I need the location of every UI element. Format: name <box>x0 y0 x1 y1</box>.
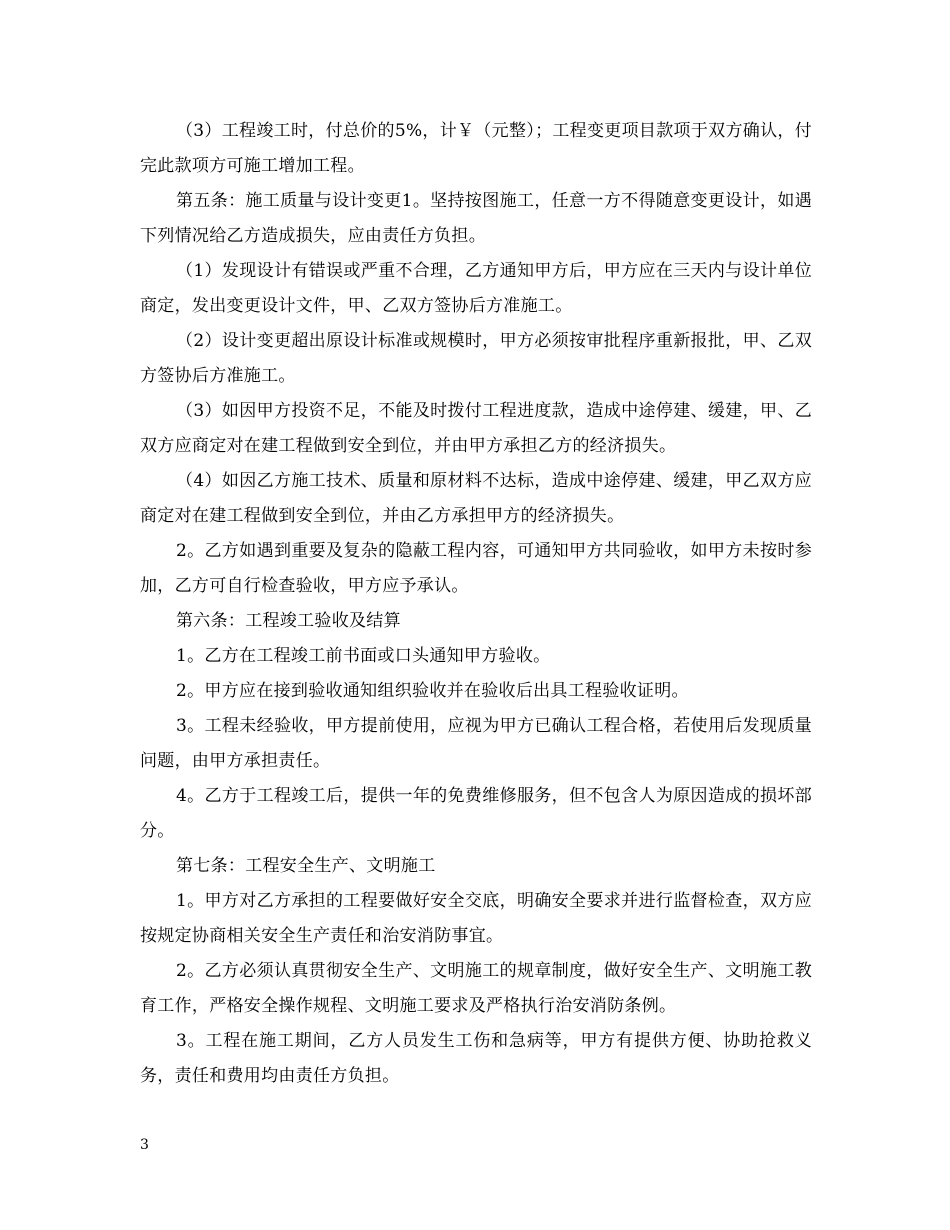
paragraph-investment-shortfall: （3）如因甲方投资不足，不能及时拨付工程进度款，造成中途停建、缓建，甲、乙双方应商定对在建工程做到安全到位，并由甲方承担乙方的经济损失。 <box>140 401 812 456</box>
paragraph-warranty: 4。乙方于工程竣工后，提供一年的免费维修服务，但不包含人为原因造成的损坏部分。 <box>140 786 812 841</box>
paragraph-design-error: （1）发现设计有错误或严重不合理，乙方通知甲方后，甲方应在三天内与设计单位商定，发出变更设计文件，甲、乙双方签协后方准施工。 <box>140 261 812 316</box>
paragraph-article-6-heading: 第六条：工程竣工验收及结算 <box>176 611 401 631</box>
paragraph-article-5-heading: 第五条：施工质量与设计变更1。坚持按图施工，任意一方不得随意变更设计，如遇下列情况给乙方造成损失，应由责任方负担。 <box>140 191 812 246</box>
page-number: 3 <box>140 1137 149 1153</box>
paragraph-article-7-heading: 第七条：工程安全生产、文明施工 <box>176 856 436 876</box>
paragraph-safety-regulations: 2。乙方必须认真贯彻安全生产、文明施工的规章制度，做好安全生产、文明施工教育工作，严格安全操作规程、文明施工要求及严格执行治安消防条例。 <box>140 961 812 1016</box>
paragraph-contractor-substandard: （4）如因乙方施工技术、质量和原材料不达标，造成中途停建、缓建，甲乙双方应商定对在建工程做到安全到位，并由乙方承担甲方的经济损失。 <box>140 471 812 526</box>
paragraph-acceptance-certificate: 2。甲方应在接到验收通知组织验收并在验收后出具工程验收证明。 <box>176 681 689 701</box>
paragraph-injury-illness: 3。工程在施工期间，乙方人员发生工伤和急病等，甲方有提供方便、协助抢救义务，责任和费用均由责任方负担。 <box>140 1031 812 1086</box>
paragraph-design-change-exceeds: （2）设计变更超出原设计标准或规模时，甲方必须按审批程序重新报批，甲、乙双方签协后方准施工。 <box>140 331 812 386</box>
document-body <box>140 114 812 1094</box>
paragraph-early-use: 3。工程未经验收，甲方提前使用，应视为甲方已确认工程合格，若使用后发现质量问题，由甲方承担责任。 <box>140 716 812 771</box>
paragraph-safety-briefing: 1。甲方对乙方承担的工程要做好安全交底，明确安全要求并进行监督检查，双方应按规定协商相关安全生产责任和治安消防事宜。 <box>140 891 812 946</box>
paragraph-acceptance-notice: 1。乙方在工程竣工前书面或口头通知甲方验收。 <box>176 646 551 666</box>
paragraph-hidden-works: 2。乙方如遇到重要及复杂的隐蔽工程内容，可通知甲方共同验收，如甲方未按时参加，乙方可自行检查验收，甲方应予承认。 <box>140 541 812 596</box>
paragraph-payment-completion: （3）工程竣工时，付总价的5%，计￥（元整）；工程变更项目款项于双方确认，付完此款项方可施工增加工程。 <box>140 121 812 176</box>
